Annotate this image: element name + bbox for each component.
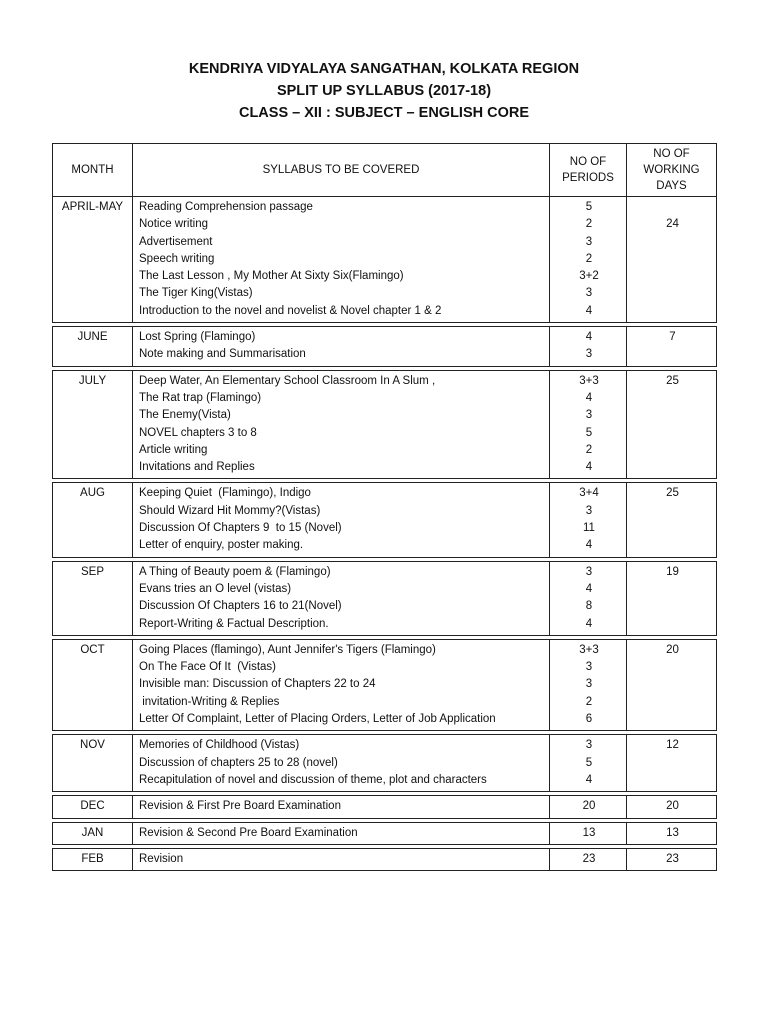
working-days-value: 19 bbox=[666, 565, 679, 578]
periods-value: 11 bbox=[583, 522, 595, 535]
periods-value: 4 bbox=[585, 331, 593, 344]
syllabus-cell bbox=[133, 796, 550, 818]
syllabus-topic: A Thing of Beauty poem & (Flamingo) bbox=[139, 565, 331, 578]
periods-value: 6 bbox=[585, 713, 593, 726]
working-days-cell bbox=[627, 848, 717, 870]
periods-cell bbox=[550, 735, 627, 792]
periods-value: 4 bbox=[585, 582, 593, 595]
periods-value: 4 bbox=[585, 304, 593, 317]
syllabus-topic: Invitations and Replies bbox=[139, 461, 255, 474]
periods-cell bbox=[550, 796, 627, 818]
column-header-working-days: NO OF WORKING DAYS bbox=[627, 144, 717, 197]
syllabus-topic: Speech writing bbox=[139, 252, 215, 265]
syllabus-topic: Report-Writing & Factual Description. bbox=[139, 617, 329, 630]
header-syllabus-title: SPLIT UP SYLLABUS (2017-18) bbox=[276, 83, 492, 99]
syllabus-cell bbox=[133, 848, 550, 870]
table-row bbox=[53, 796, 717, 818]
table-row bbox=[53, 327, 717, 367]
periods-value: 3 bbox=[585, 287, 593, 300]
syllabus-topic: Article writing bbox=[139, 443, 208, 456]
syllabus-topic: Recapitulation of novel and discussion of theme, plot and characters bbox=[139, 773, 487, 786]
periods-value: 4 bbox=[585, 461, 593, 474]
periods-cell bbox=[550, 327, 627, 367]
month-cell: OCT bbox=[53, 639, 133, 730]
syllabus-cell bbox=[133, 370, 550, 479]
working-days-value: 20 bbox=[666, 800, 679, 813]
syllabus-topic: Letter of enquiry, poster making. bbox=[139, 539, 304, 552]
syllabus-topic: Revision bbox=[139, 852, 184, 865]
month-cell: NOV bbox=[53, 735, 133, 792]
syllabus-topic: NOVEL chapters 3 to 8 bbox=[139, 426, 257, 439]
periods-value: 3+2 bbox=[579, 270, 599, 283]
periods-value: 13 bbox=[582, 826, 596, 839]
working-days-cell bbox=[627, 735, 717, 792]
working-days-value: 7 bbox=[669, 331, 676, 344]
periods-value: 3 bbox=[585, 661, 593, 674]
column-header-month: MONTH bbox=[53, 144, 133, 197]
syllabus-topic: Keeping Quiet (Flamingo), Indigo bbox=[139, 487, 311, 500]
working-days-cell bbox=[627, 197, 717, 323]
month-cell: DEC bbox=[53, 796, 133, 818]
syllabus-cell bbox=[133, 822, 550, 844]
periods-value: 4 bbox=[585, 391, 593, 404]
periods-value: 3+3 bbox=[579, 643, 599, 656]
table-row bbox=[53, 639, 717, 730]
periods-value: 5 bbox=[585, 426, 593, 439]
table-row bbox=[53, 561, 717, 635]
working-days-value: 23 bbox=[666, 852, 679, 865]
periods-cell bbox=[550, 848, 627, 870]
column-header-periods: NO OF PERIODS bbox=[550, 144, 627, 197]
month-cell: AUG bbox=[53, 483, 133, 557]
working-days-cell bbox=[627, 796, 717, 818]
periods-value: 2 bbox=[585, 252, 593, 265]
column-header-syllabus: SYLLABUS TO BE COVERED bbox=[133, 144, 550, 197]
working-days-value: 25 bbox=[666, 487, 679, 500]
periods-cell bbox=[550, 639, 627, 730]
syllabus-topic: Lost Spring (Flamingo) bbox=[139, 331, 256, 344]
syllabus-topic: Discussion Of Chapters 9 to 15 (Novel) bbox=[139, 522, 342, 535]
periods-value: 3 bbox=[585, 409, 593, 422]
working-days-cell bbox=[627, 639, 717, 730]
header-organization: KENDRIYA VIDYALAYA SANGATHAN, KOLKATA REGION bbox=[188, 61, 580, 77]
periods-cell bbox=[550, 483, 627, 557]
syllabus-topic: Revision & Second Pre Board Examination bbox=[139, 826, 358, 839]
working-days-value: 24 bbox=[666, 218, 679, 231]
working-days-value: 25 bbox=[666, 374, 679, 387]
periods-value: 3 bbox=[585, 678, 593, 691]
periods-value: 3+4 bbox=[579, 487, 599, 500]
working-days-cell bbox=[627, 822, 717, 844]
periods-value: 8 bbox=[585, 600, 593, 613]
table-row bbox=[53, 197, 717, 323]
periods-value: 3+3 bbox=[579, 374, 599, 387]
header-class-subject: CLASS – XII : SUBJECT – ENGLISH CORE bbox=[238, 105, 530, 121]
syllabus-table bbox=[52, 143, 717, 871]
periods-cell bbox=[550, 561, 627, 635]
month-cell: JULY bbox=[53, 370, 133, 479]
month-cell: JUNE bbox=[53, 327, 133, 367]
syllabus-cell bbox=[133, 483, 550, 557]
periods-value: 23 bbox=[582, 852, 596, 865]
periods-cell bbox=[550, 197, 627, 323]
month-cell: SEP bbox=[53, 561, 133, 635]
periods-value: 4 bbox=[585, 773, 593, 786]
syllabus-topic: invitation-Writing & Replies bbox=[139, 695, 280, 708]
syllabus-topic: Discussion Of Chapters 16 to 21(Novel) bbox=[139, 600, 342, 613]
syllabus-topic: Revision & First Pre Board Examination bbox=[139, 800, 341, 813]
syllabus-topic: Advertisement bbox=[139, 235, 213, 248]
syllabus-cell bbox=[133, 735, 550, 792]
periods-value: 2 bbox=[585, 695, 593, 708]
syllabus-topic: Discussion of chapters 25 to 28 (novel) bbox=[139, 756, 338, 769]
working-days-cell bbox=[627, 483, 717, 557]
periods-cell bbox=[550, 370, 627, 479]
syllabus-topic: Should Wizard Hit Mommy?(Vistas) bbox=[139, 504, 321, 517]
periods-value: 2 bbox=[585, 443, 593, 456]
syllabus-topic: Going Places (flamingo), Aunt Jennifer's Tigers (Flamingo) bbox=[139, 643, 436, 656]
syllabus-topic: Reading Comprehension passage bbox=[139, 201, 313, 213]
syllabus-topic: The Rat trap (Flamingo) bbox=[139, 391, 262, 404]
syllabus-topic: Invisible man: Discussion of Chapters 22 to 24 bbox=[139, 678, 376, 691]
syllabus-topic: Letter Of Complaint, Letter of Placing Orders, Letter of Job Application bbox=[139, 713, 496, 726]
periods-value: 20 bbox=[582, 800, 596, 813]
periods-value: 3 bbox=[585, 739, 593, 752]
syllabus-cell bbox=[133, 327, 550, 367]
syllabus-topic: The Enemy(Vista) bbox=[139, 409, 231, 422]
periods-value: 3 bbox=[585, 565, 593, 578]
syllabus-topic: Memories of Childhood (Vistas) bbox=[139, 739, 300, 752]
working-days-cell bbox=[627, 561, 717, 635]
table-row bbox=[53, 483, 717, 557]
month-cell: APRIL-MAY bbox=[53, 197, 133, 323]
document-header bbox=[0, 58, 768, 124]
table-header-row bbox=[53, 144, 717, 197]
month-cell: FEB bbox=[53, 848, 133, 870]
syllabus-topic: The Last Lesson , My Mother At Sixty Six(Flamingo) bbox=[139, 270, 404, 283]
syllabus-topic: The Tiger King(Vistas) bbox=[139, 287, 253, 300]
month-cell: JAN bbox=[53, 822, 133, 844]
working-days-value: 12 bbox=[666, 739, 679, 752]
periods-value: 5 bbox=[585, 201, 593, 213]
syllabus-topic: Introduction to the novel and novelist & Novel chapter 1 & 2 bbox=[139, 304, 442, 317]
working-days-cell bbox=[627, 327, 717, 367]
table-body bbox=[53, 197, 717, 871]
periods-value: 4 bbox=[585, 617, 593, 630]
periods-value: 3 bbox=[585, 235, 593, 248]
syllabus-topic: Note making and Summarisation bbox=[139, 348, 306, 361]
periods-value: 5 bbox=[585, 756, 593, 769]
syllabus-cell bbox=[133, 639, 550, 730]
syllabus-topic: Deep Water, An Elementary School Classroom In A Slum , bbox=[139, 374, 436, 387]
syllabus-topic: Evans tries an O level (vistas) bbox=[139, 582, 292, 595]
periods-value: 3 bbox=[585, 504, 593, 517]
periods-value: 4 bbox=[585, 539, 593, 552]
table-row bbox=[53, 848, 717, 870]
periods-value: 3 bbox=[585, 348, 593, 361]
working-days-cell bbox=[627, 370, 717, 479]
working-days-value: 13 bbox=[666, 826, 679, 839]
table-row bbox=[53, 370, 717, 479]
periods-value: 2 bbox=[585, 218, 593, 231]
periods-cell bbox=[550, 822, 627, 844]
table-row bbox=[53, 735, 717, 792]
syllabus-cell bbox=[133, 561, 550, 635]
syllabus-topic: On The Face Of It (Vistas) bbox=[139, 661, 276, 674]
working-days-value: 20 bbox=[666, 643, 679, 656]
table-row bbox=[53, 822, 717, 844]
syllabus-topic: Notice writing bbox=[139, 218, 209, 231]
syllabus-cell bbox=[133, 197, 550, 323]
